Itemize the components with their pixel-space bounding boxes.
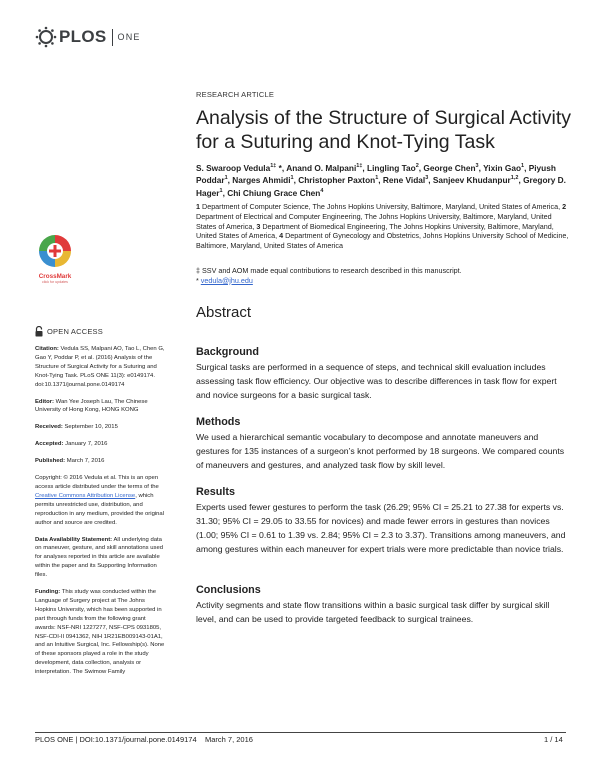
results-text: Experts used fewer gestures to perform the task (26.29; 95% CI = 25.21 to 27.38 for experts vs. 31.30; 95% CI = 29.05 to 33.55 for novices) and made fewer errors in gestures than novices (1.00; 95% CI = 0.61 to 1.39 vs. 2.84; 95% CI = 2.3 to 3.37). Transitions among maneuvers, and among gestures within each maneuver for expert trials were more predictable than novice trials. (196, 502, 566, 554)
author-name: Lingling Tao (367, 162, 416, 173)
affil-text: Department of Biomedical Engineering, The Johns Hopkins University, Baltimore, Maryland, United States of America, (196, 221, 554, 241)
author-name: Yixin Gao (483, 162, 522, 173)
author-affil: 2 (415, 163, 419, 169)
author-name: Christopher Paxton (298, 175, 376, 186)
citation-label: Citation: (35, 346, 59, 352)
footer-divider (35, 732, 566, 733)
author-list (196, 161, 571, 198)
editor-text: Wan Yee Joseph Lau, The Chinese University of Hong Kong, HONG KONG (35, 398, 148, 414)
logo-divider (112, 29, 113, 46)
received-block (35, 423, 165, 432)
author-affil: 1‡ (356, 163, 363, 169)
methods-text: We used a hierarchical semantic vocabulary to decompose and annotate maneuvers and gestures for 135 instances of a surgeon’s knot performed by 18 surgeons. We compared counts of maneuvers and gestures, and analyzed task flow by skill level. (196, 432, 565, 470)
affil-number: 3 (256, 221, 261, 231)
conclusions-heading: Conclusions (196, 584, 261, 596)
author-affil: 4 (320, 187, 324, 194)
crossmark-sublabel: click for updates (42, 280, 68, 284)
author-affil: 1 (375, 175, 379, 182)
affil-number: 1 (196, 202, 200, 211)
author-name: George Chen (423, 162, 476, 173)
author-separator: , (378, 175, 383, 186)
author-separator: , (524, 162, 529, 173)
corresponding-email-link[interactable]: vedula@jhu.edu (200, 275, 253, 285)
open-access-badge (35, 326, 103, 337)
logo-text: PLOS (59, 27, 107, 46)
affil-text: Department of Computer Science, The Johns Hopkins University, Baltimore, Maryland, United States of America, (202, 202, 561, 211)
crossmark-label: CrossMark (38, 273, 72, 280)
author-separator: , (428, 175, 433, 186)
received-date: September 10, 2015 (62, 424, 118, 431)
author-notes (196, 266, 571, 285)
received-label: Received: (35, 424, 63, 431)
author-separator: , (227, 175, 233, 186)
citation-text: Vedula SS, Malpani AO, Tao L, Chen G, Gao Y, Poddar P, et al. (2016) Analysis of the Structure of Surgical Activity for a Suturing and Knot-Tying Task. PLoS ONE 11(3): e0149174. doi:10.1371/journal.pone.0149174 (35, 346, 165, 388)
published-label: Published: (35, 458, 66, 465)
author-affil: 1,2 (510, 175, 519, 182)
crossmark-badge[interactable] (35, 233, 75, 284)
logo-subtitle: ONE (117, 32, 141, 42)
affil-text: Department of Electrical and Computer Engineering, The Johns Hopkins University, Baltimore, Maryland, United States of America, (196, 211, 552, 231)
corresponding-note (196, 276, 571, 286)
copyright-text-end: , which permits unrestricted use, distribution, and reproduction in any medium, provided the original author and source are credited. (35, 492, 165, 526)
methods-heading: Methods (196, 416, 241, 428)
affil-text: Department of Gynecology and Obstetrics, Johns Hopkins University School of Medicine, Baltimore, Maryland, United States of America (196, 231, 569, 251)
affiliations (196, 202, 571, 251)
author-affil: 1‡ (270, 163, 277, 169)
equal-contribution-note: ‡ SSV and AOM made equal contributions to research described in this manuscript. (196, 266, 462, 275)
affil-number: 2 (562, 202, 567, 211)
accepted-date: January 7, 2016 (63, 441, 108, 448)
data-availability-text: All underlying data on maneuver, gesture, and skill annotations used for analyses reported in this article are available within the paper and its Supporting Information files. (35, 536, 164, 579)
license-link[interactable]: Creative Commons Attribution License (35, 492, 136, 499)
title-line-2: for a Suturing and Knot-Tying Task (196, 131, 495, 153)
funding-block (35, 588, 165, 677)
footer-citation: PLOS ONE | DOI:10.1371/journal.pone.0149174 March 7, 2016 (35, 735, 253, 744)
published-block (35, 457, 165, 466)
affil-number: 4 (279, 231, 284, 241)
author-affil: 1 (290, 175, 294, 182)
author-name: Gregory D. Hager (196, 175, 566, 198)
funding-text: This study was conducted within the Language of Surgery project at The Johns Hopkins University, which has been supported in part through funds from the following grant awards: NSF-NRI 1227277, NSF-CPS 0931805, NSF-CDI-II 0941362, NIH 1R21EB009143-01A1, and an Intuitive Surgical, Inc. Fellowship(s). None of these sponsors played a role in the study development, data collection, analysis or interpretation. The Swimow Family (35, 589, 165, 676)
copyright-text: Copyright: © 2016 Vedula et al. This is an open access article distributed under the terms of the (35, 475, 159, 490)
author-affil: 3 (475, 163, 479, 169)
author-separator: , (222, 187, 228, 198)
author-affil: 1 (219, 187, 223, 194)
conclusions-text: Activity segments and state flow transitions within a basic surgical task differ by surgical skill level, and can be used to provide targeted feedback to surgical trainees. (196, 600, 550, 624)
plos-logo-icon (35, 26, 57, 48)
editor-label: Editor: (35, 398, 54, 405)
accepted-block (35, 440, 165, 449)
author-name: Anand O. Malpani (286, 162, 357, 173)
copyright-block (35, 474, 165, 527)
background-text: Surgical tasks are performed in a sequence of steps, and technical skill evaluation includes assessing task flow efficiency. Our objective was to describe differences in task flow for expert and novice surgeons for a basic surgical task. (196, 362, 557, 400)
accepted-label: Accepted: (35, 441, 64, 448)
title-line-1: Analysis of the Structure of Surgical Activity (196, 107, 571, 129)
funding-label: Funding: (35, 589, 61, 596)
author-affil: 1 (224, 175, 228, 182)
author-affil: 1 (521, 163, 525, 169)
author-separator: , (478, 162, 484, 173)
author-affil: 3 (425, 175, 429, 182)
author-separator: , (362, 162, 368, 173)
author-name: Narges Ahmidi (232, 175, 291, 186)
corresponding-marker: * (196, 275, 201, 285)
background-heading: Background (196, 346, 259, 358)
author-separator: *, (276, 162, 287, 173)
plos-one-logo[interactable] (35, 26, 141, 48)
crossmark-icon (35, 233, 75, 269)
author-name: Rene Vidal (382, 175, 426, 186)
author-name: S. Swaroop Vedula (196, 162, 271, 173)
data-availability-label: Data Availability Statement: (35, 536, 113, 543)
article-metadata-sidebar (35, 345, 165, 685)
article-type: RESEARCH ARTICLE (196, 90, 275, 99)
open-access-label: OPEN ACCESS (47, 327, 103, 336)
author-name: Chi Chiung Grace Chen (227, 187, 321, 198)
abstract-heading: Abstract (196, 304, 252, 321)
page-number: 1 / 14 (544, 735, 563, 744)
citation-block (35, 345, 165, 390)
results-heading: Results (196, 486, 236, 498)
author-separator: , (518, 175, 524, 186)
data-availability-block (35, 536, 165, 581)
open-lock-icon (35, 326, 43, 337)
editor-block (35, 398, 165, 416)
author-name: Sanjeev Khudanpur (432, 175, 511, 186)
published-date: March 7, 2016 (65, 458, 105, 465)
author-separator: , (293, 175, 299, 186)
article-title (196, 106, 571, 154)
author-name: Piyush Poddar (196, 162, 556, 186)
author-separator: , (418, 162, 424, 173)
